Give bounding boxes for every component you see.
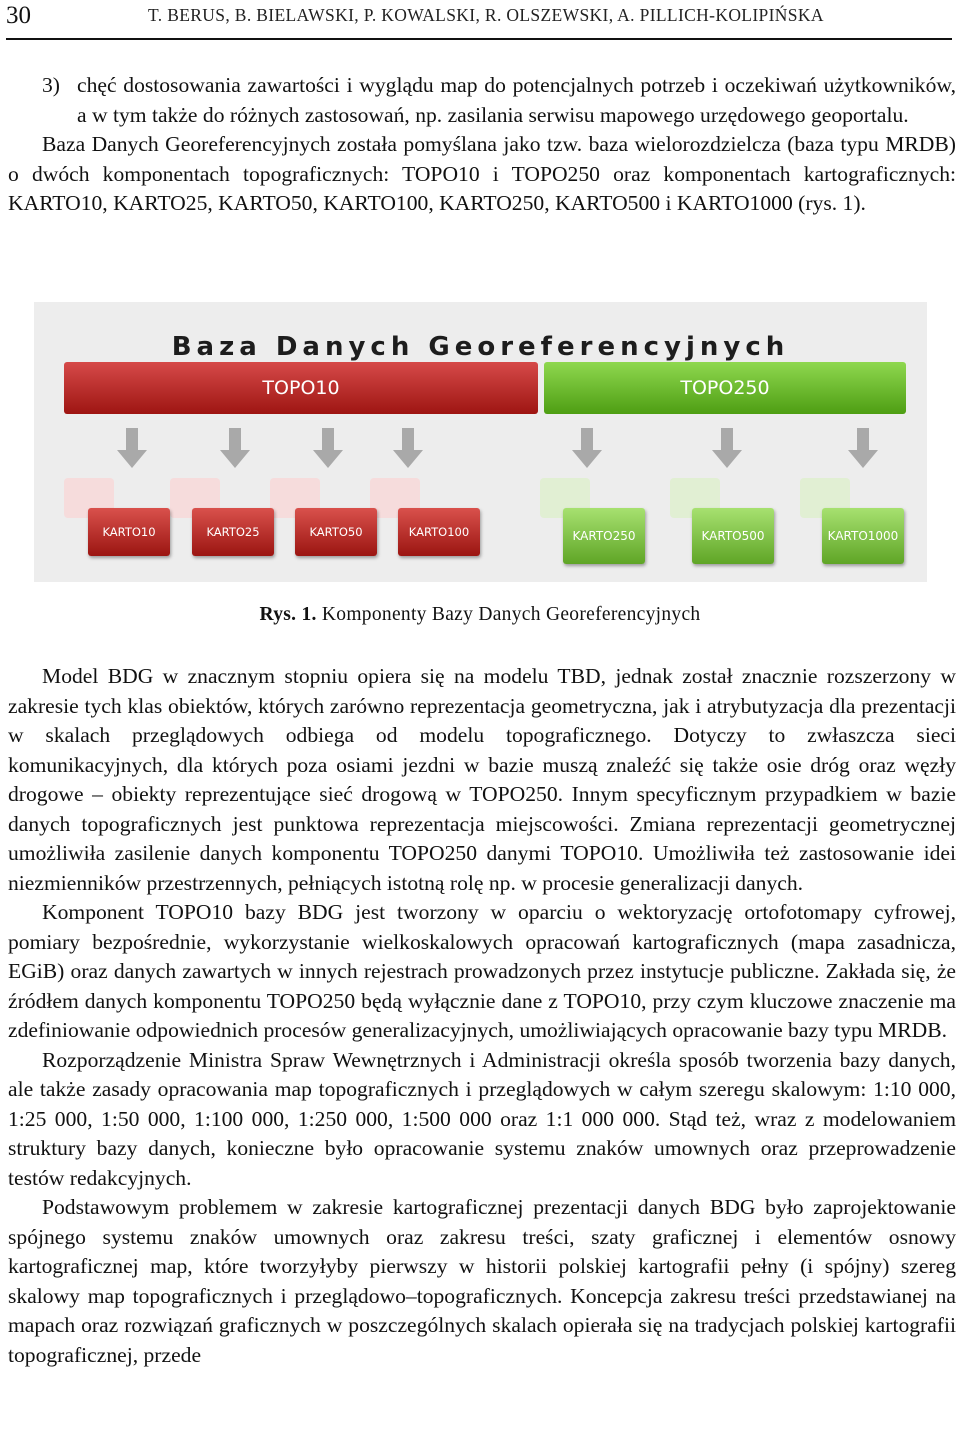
karto50-box: KARTO50 <box>295 508 377 556</box>
figure-caption <box>0 604 960 626</box>
karto500-box: KARTO500 <box>692 508 774 564</box>
down-arrow-icon <box>220 428 250 468</box>
body-paragraph: Model BDG w znacznym stopniu opiera się na modelu TBD, jednak został znacznie rozszerzony w zakresie tych klas obiektów, których zarówno reprezentacja geometryczna, jak i atrybutyzacja dla prezentacji w skalach przeglądowych odbiega od modelu topograficznego. Dotyczy to zwłaszcza sieci komunikacyjnych, dla których poza osiami jezdni w bazie muszą znaleźć się także osie dróg oraz węzły drogowe – obiekty reprezentujące sieć drogową w TOPO250. Innym specyficznym przypadkiem w bazie danych topograficznych jest punktowa reprezentacja miejscowości. Zmiana reprezentacji geometrycznej umożliwiła zasilenie danych komponentu TOPO250 danymi TOPO10. Umożliwiła też zastosowanie idei niezmienników przestrzennych, pełniących istotną rolę np. w procesie generalizacji danych. <box>8 664 956 895</box>
down-arrow-icon <box>712 428 742 468</box>
list-number: 3) <box>42 73 60 97</box>
down-arrow-icon <box>572 428 602 468</box>
intro-text <box>8 71 956 219</box>
karto250-box: KARTO250 <box>563 508 645 564</box>
down-arrow-icon <box>393 428 423 468</box>
body-paragraph: Komponent TOPO10 bazy BDG jest tworzony w oparciu o wektoryzację ortofotomapy cyfrowej, pomiary bezpośrednie, wykorzystanie wielkoskalowych opracowań kartograficznych (mapa zasadnicza, EGiB) oraz danych zawartych w innych rejestrach prowadzonych przez instytucje publiczne. Zakłada się, że źródłem danych komponentu TOPO250 będą wyłącznie dane z TOPO10, przy czym kluczowe znaczenie ma zdefiniowanie odpowiednich procesów generalizacyjnych, umożliwiających opracowanie bazy typu MRDB. <box>8 900 956 1042</box>
down-arrow-icon <box>313 428 343 468</box>
caption-label: Rys. 1. <box>259 604 317 625</box>
down-arrow-icon <box>848 428 878 468</box>
intro-paragraph: Baza Danych Georeferencyjnych została pomyślana jako tzw. baza wielorozdzielcza (baza typu MRDB) o dwóch komponentach topograficznych: TOPO10 i TOPO250 oraz komponentach kartograficznych: KARTO10, KARTO25, KARTO50, KARTO100, KARTO250, KARTO500 i KARTO1000 (rys. 1). <box>8 132 956 215</box>
karto1000-box: KARTO1000 <box>822 508 904 564</box>
karto100-box: KARTO100 <box>398 508 480 556</box>
caption-text: Komponenty Bazy Danych Georeferencyjnych <box>321 604 701 625</box>
topo250-bar: TOPO250 <box>544 362 906 414</box>
karto10-box: KARTO10 <box>88 508 170 556</box>
topo10-bar: TOPO10 <box>64 362 538 414</box>
page-number: 30 <box>6 2 31 29</box>
body-text <box>8 662 956 1370</box>
karto25-box: KARTO25 <box>192 508 274 556</box>
header-rule <box>6 38 952 40</box>
running-head: T. BERUS, B. BIELAWSKI, P. KOWALSKI, R. OLSZEWSKI, A. PILLICH-KOLIPIŃSKA <box>148 5 824 25</box>
body-paragraph: Rozporządzenie Ministra Spraw Wewnętrznych i Administracji określa sposób tworzenia bazy danych, ale także zasady opracowania map topograficznych i przeglądowych w całym szeregu skalowym: 1:10 000, 1:25 000, 1:50 000, 1:100 000, 1:250 000, 1:500 000 oraz 1:1 000 000. Stąd też, wraz z modelowaniem struktury bazy danych, konieczne było opracowanie systemu znaków umownych oraz przeprowadzenie testów redakcyjnych. <box>8 1047 956 1190</box>
list-item-text: chęć dostosowania zawartości i wyglądu map do potencjalnych potrzeb i oczekiwań użytkowników, a w tym także do różnych zastosowań, np. zasilania serwisu mapowego urzędowego geoportalu. <box>77 73 956 127</box>
down-arrow-icon <box>117 428 147 468</box>
body-paragraph: Podstawowym problemem w zakresie kartograficznej prezentacji danych BDG było zaprojektowanie spójnego systemu znaków umownych oraz zakresu treści, szaty graficznej i elementów osnowy kartograficznej map, które tworzyłyby pierwszy w historii polskiej kartografii pełny (i spójny) szereg skalowy map topograficznych i przeglądowo–topograficznych. Koncepcja zakresu treści przedstawianej na mapach oraz rozwiązań graficznych w poszczególnych skalach opierała się na tradycjach polskiej kartografii topograficznej, przede <box>8 1195 956 1367</box>
list-item <box>8 71 956 130</box>
figure-title: Baza Danych Georeferencyjnych <box>171 332 790 362</box>
